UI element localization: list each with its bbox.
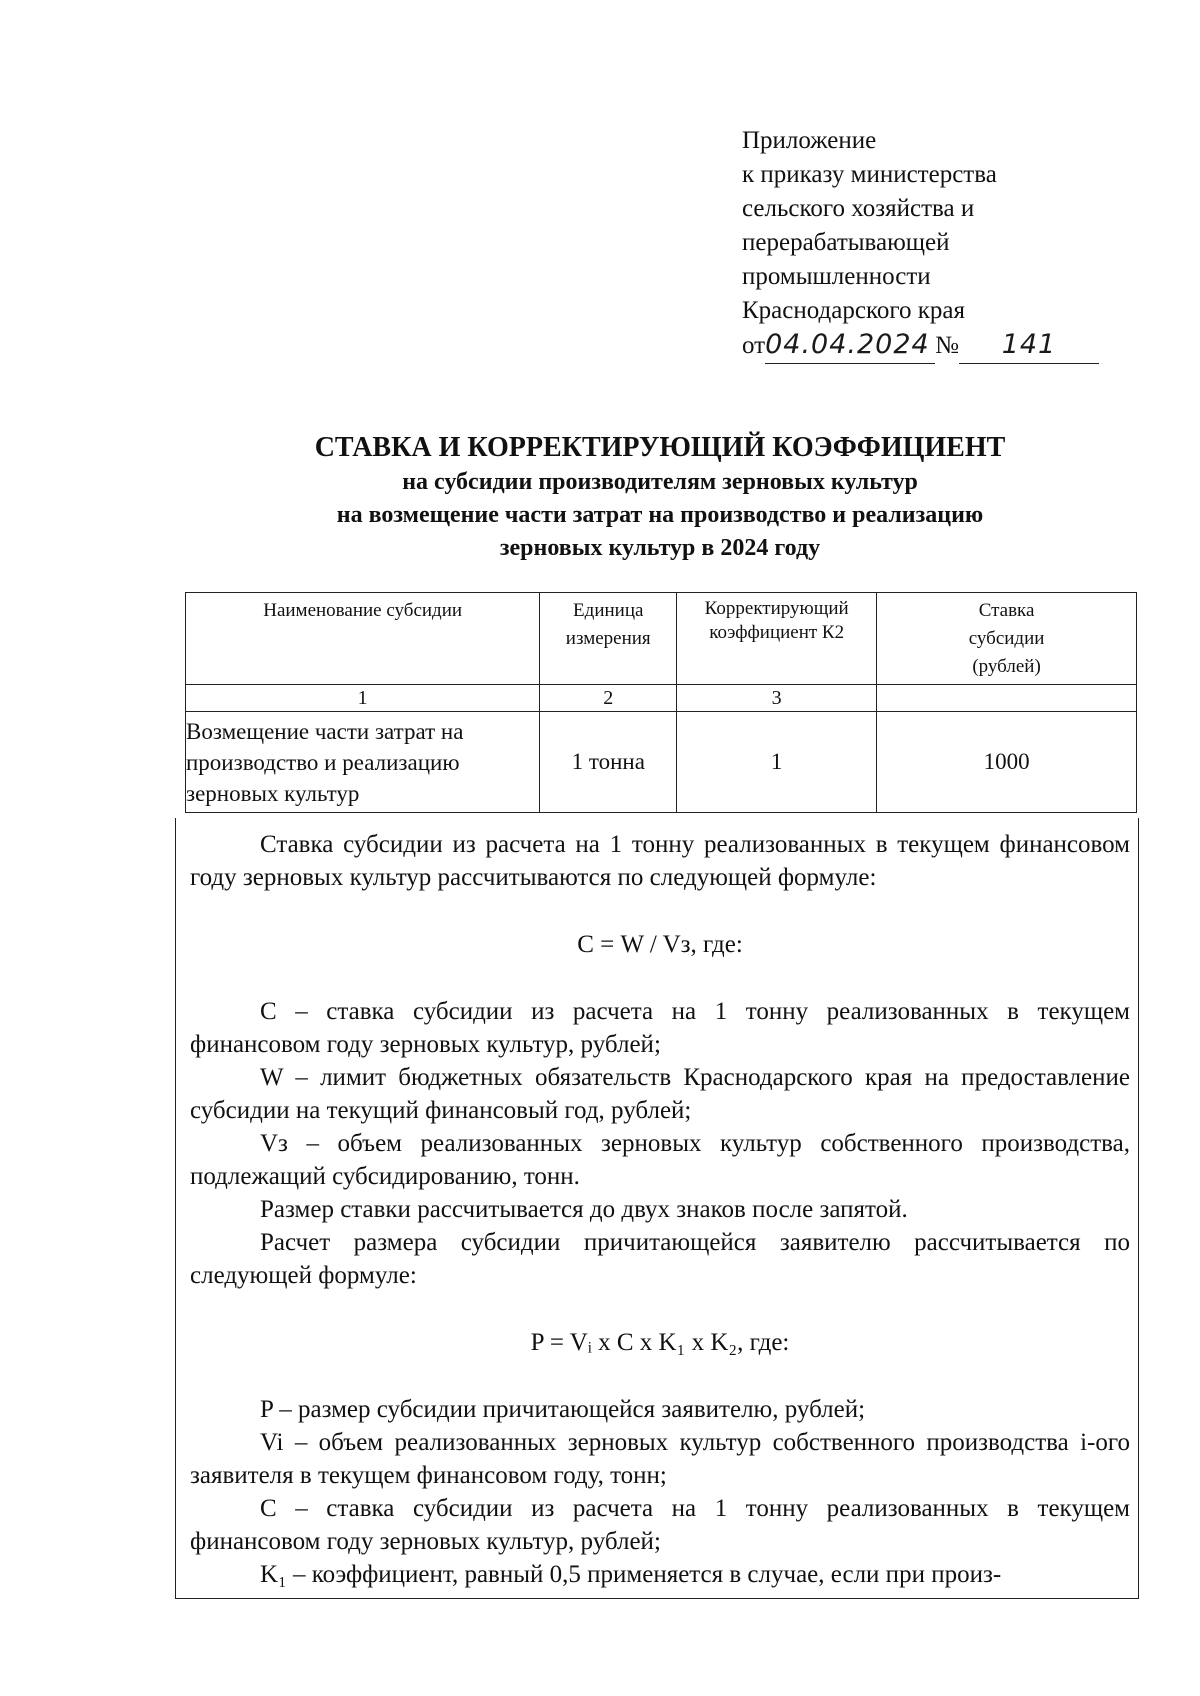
- number-field: [959, 328, 1099, 364]
- paragraph: Ставка субсидии из расчета на 1 тонну реализованных в текущем финансовом году зерновых культур рассчитываются по следующей формуле:: [190, 831, 1130, 891]
- unit-cell: 1 тонна: [540, 712, 677, 813]
- subsidy-name-cell: Возмещение части затрат на производство и реализацию зерновых культур: [186, 712, 540, 813]
- order-date-line: [742, 328, 1099, 364]
- column-number-row: [186, 685, 1137, 712]
- subsidy-rate-table: [185, 592, 1137, 813]
- formula-section: [175, 818, 1139, 1599]
- table-row: [186, 712, 1137, 813]
- coefficient-cell: 1: [677, 712, 877, 813]
- col-header-rate: Ставка субсидии (рублей): [877, 593, 1137, 685]
- paragraph: С – ставка субсидии из расчета на 1 тонну реализованных в текущем финансовом году зерновых культур, рублей;: [190, 1495, 1130, 1555]
- paragraph: W – лимит бюджетных обязательств Краснодарского края на предоставление субсидии на текущий финансовый год, рублей;: [190, 1064, 1130, 1124]
- annex-line: промышленности: [742, 263, 931, 290]
- number-prefix: №: [935, 332, 959, 359]
- formula-rate: С = W / Vз, где:: [577, 931, 743, 958]
- paragraph: С – ставка субсидии из расчета на 1 тонну реализованных в текущем финансовом году зерновых культур, рублей;: [190, 998, 1130, 1058]
- title-sub: на субсидии производителям зерновых культур: [402, 469, 918, 495]
- title-sub: зерновых культур в 2024 году: [499, 535, 821, 561]
- col-number: 2: [540, 685, 677, 712]
- title-sub: на возмещение части затрат на производство и реализацию: [336, 502, 984, 528]
- paragraph: Vз – объем реализованных зерновых культур собственного производства, подлежащий субсидированию, тонн.: [190, 1130, 1130, 1190]
- date-prefix: от: [742, 332, 766, 359]
- col-header-coefficient: Корректирующий коэффициент К2: [677, 593, 877, 685]
- annex-header: [742, 124, 1099, 364]
- paragraph: Vi – объем реализованных зерновых культур собственного производства i-ого заявителя в текущем финансовом году, тонн;: [190, 1429, 1130, 1489]
- annex-line: Приложение: [742, 127, 877, 154]
- formula-subsidy: P = Vᵢ x C x K₁ x K₂, где:: [530, 1329, 790, 1356]
- handwritten-number: 141: [1001, 329, 1057, 360]
- paragraph: Расчет размера субсидии причитающейся заявителю рассчитывается по следующей формуле:: [190, 1229, 1130, 1289]
- annex-line: перерабатывающей: [742, 229, 950, 256]
- paragraph: P – размер субсидии причитающейся заявителю, рублей;: [260, 1396, 866, 1423]
- paragraph: K₁ – коэффициент, равный 0,5 применяется в случае, если при произ-: [260, 1561, 1002, 1588]
- date-field: [765, 328, 935, 364]
- col-header-unit: Единица измерения: [540, 593, 677, 685]
- rate-cell: 1000: [877, 712, 1137, 813]
- annex-line: сельского хозяйства и: [742, 195, 975, 222]
- annex-line: Краснодарского края: [742, 297, 965, 324]
- handwritten-date: 04.04.2024: [765, 329, 930, 360]
- col-number: [877, 685, 1137, 712]
- table-header-row: [186, 593, 1137, 685]
- annex-line: к приказу министерства: [742, 161, 997, 188]
- col-header-name: Наименование субсидии: [186, 593, 540, 685]
- title-main: СТАВКА И КОРРЕКТИРУЮЩИЙ КОЭФФИЦИЕНТ: [314, 432, 1006, 463]
- col-number: 3: [677, 685, 877, 712]
- paragraph: Размер ставки рассчитывается до двух знаков после запятой.: [260, 1196, 908, 1223]
- document-title: [170, 430, 1150, 565]
- col-number: 1: [186, 685, 540, 712]
